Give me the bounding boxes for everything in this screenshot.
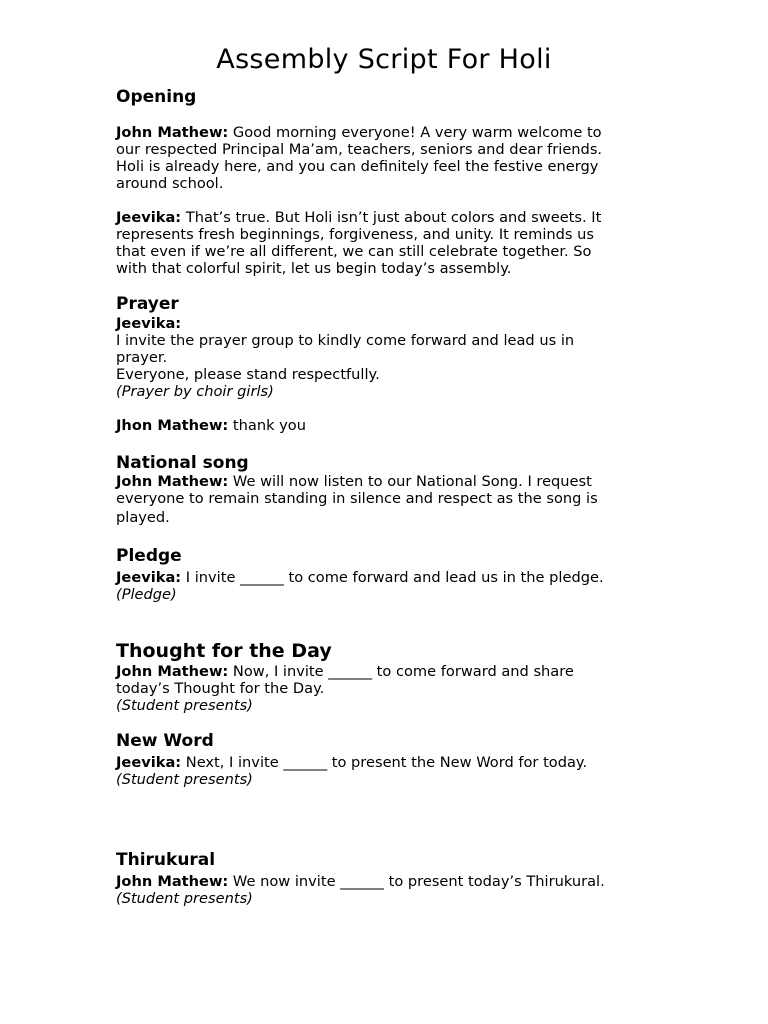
- stage-direction: (Student presents): [116, 890, 253, 907]
- heading-opening: Opening: [116, 87, 197, 107]
- dialogue-line: today’s Thought for the Day.: [116, 680, 325, 697]
- dialogue-line: around school.: [116, 175, 224, 192]
- stage-direction: (Student presents): [116, 697, 253, 714]
- speaker-label: Jeevika:: [116, 315, 182, 332]
- speaker-label: John Mathew:: [116, 473, 229, 490]
- dialogue-line: We will now listen to our National Song. I request: [228, 473, 592, 490]
- heading-national-song: National song: [116, 453, 249, 473]
- speaker-label: Jeevika:: [116, 754, 182, 771]
- dialogue-line: prayer.: [116, 349, 168, 366]
- dialogue-line: represents fresh beginnings, forgiveness, and unity. It reminds us: [116, 226, 595, 243]
- speaker-label: Jhon Mathew:: [116, 417, 229, 434]
- heading-prayer: Prayer: [116, 294, 179, 314]
- heading-thought-for-the-day: Thought for the Day: [116, 640, 332, 662]
- dialogue-line: played.: [116, 509, 170, 526]
- page-title: Assembly Script For Holi: [216, 44, 552, 75]
- dialogue-line: I invite ______ to come forward and lead us in the pledge.: [181, 569, 604, 586]
- paragraph-pledge: [116, 569, 656, 603]
- paragraph-opening-john: [116, 124, 656, 192]
- dialogue-line: Now, I invite ______ to come forward and share: [228, 663, 574, 680]
- dialogue-line: I invite the prayer group to kindly come forward and lead us in: [116, 332, 575, 349]
- dialogue-line: thank you: [228, 417, 306, 434]
- paragraph-new-word: [116, 754, 656, 788]
- dialogue-line: with that colorful spirit, let us begin today’s assembly.: [116, 260, 512, 277]
- speaker-label: John Mathew:: [116, 124, 229, 141]
- heading-pledge: Pledge: [116, 546, 182, 566]
- dialogue-line: Next, I invite ______ to present the New Word for today.: [181, 754, 588, 771]
- heading-thirukural: Thirukural: [116, 850, 216, 870]
- dialogue-line: We now invite ______ to present today’s Thirukural.: [228, 873, 605, 890]
- paragraph-prayer: [116, 315, 656, 400]
- dialogue-line: our respected Principal Ma’am, teachers, seniors and dear friends.: [116, 141, 603, 158]
- paragraph-thought: [116, 663, 656, 714]
- paragraph-prayer-thanks: [116, 417, 656, 434]
- heading-new-word: New Word: [116, 731, 214, 751]
- dialogue-line: that even if we’re all different, we can still celebrate together. So: [116, 243, 592, 260]
- stage-direction: (Prayer by choir girls): [116, 383, 274, 400]
- dialogue-line: everyone to remain standing in silence and respect as the song is: [116, 490, 598, 507]
- speaker-label: Jeevika:: [116, 209, 182, 226]
- speaker-label: Jeevika:: [116, 569, 182, 586]
- paragraph-opening-jeevika: [116, 209, 656, 277]
- dialogue-line: That’s true. But Holi isn’t just about colors and sweets. It: [181, 209, 602, 226]
- paragraph-thirukural: [116, 873, 656, 907]
- speaker-label: John Mathew:: [116, 873, 229, 890]
- speaker-label: John Mathew:: [116, 663, 229, 680]
- dialogue-line: Everyone, please stand respectfully.: [116, 366, 380, 383]
- stage-direction: (Student presents): [116, 771, 253, 788]
- dialogue-line: Good morning everyone! A very warm welcome to: [228, 124, 602, 141]
- stage-direction: (Pledge): [116, 586, 177, 603]
- dialogue-line: Holi is already here, and you can definitely feel the festive energy: [116, 158, 599, 175]
- paragraph-national-song: [116, 473, 656, 526]
